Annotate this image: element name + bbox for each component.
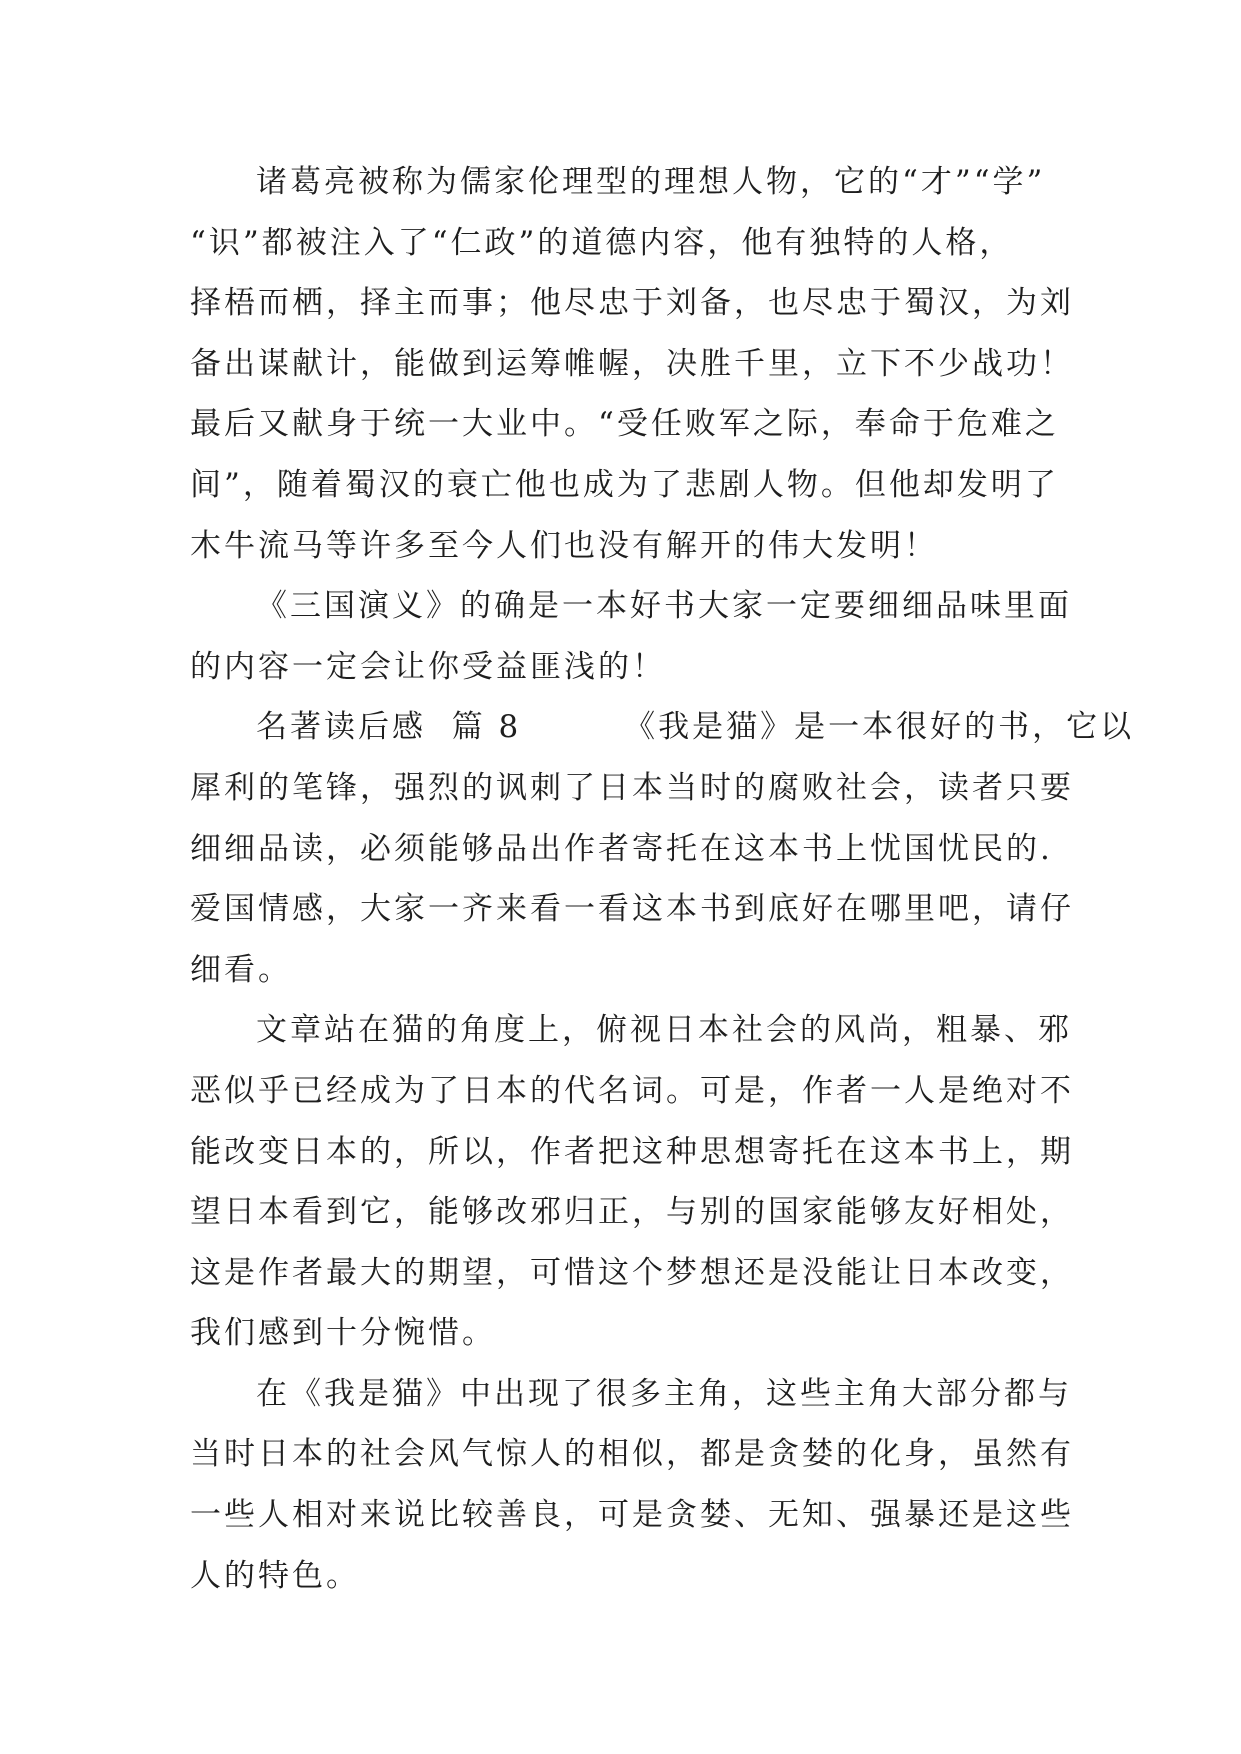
text-line: 文章站在猫的角度上，俯视日本社会的风尚，粗暴、邪 [256,1012,1072,1049]
text-line: 细看。 [190,951,292,988]
text-line: “识”都被注入了“仁政”的道德内容，他有独特的人格， [190,224,1014,261]
body-text [190,152,1135,1606]
text-line: 诸葛亮被称为儒家伦理型的理想人物，它的“才”“学” [256,164,1046,200]
text-line: 《三国演义》的确是一本好书大家一定要细细品味里面 [256,588,1072,625]
text-line: 细细品读，必须能够品出作者寄托在这本书上忧国忧民的. [190,830,1053,867]
text-line: 人的特色。 [190,1557,360,1594]
text-line: 间”，随着蜀汉的衰亡他也成为了悲剧人物。但他却发明了 [190,466,1059,503]
text-line: 这是作者最大的期望，可惜这个梦想还是没能让日本改变， [190,1254,1074,1291]
text-line: 爱国情感，大家一齐来看一看这本书到底好在哪里吧，请仔 [190,891,1074,928]
text-line: 望日本看到它，能够改邪归正，与别的国家能够友好相处， [190,1194,1074,1231]
text-line: 在《我是猫》中出现了很多主角，这些主角大部分都与 [256,1375,1072,1412]
text-line: 的内容一定会让你受益匪浅的！ [190,648,666,685]
text-line: 能改变日本的，所以，作者把这种思想寄托在这本书上，期 [190,1133,1074,1170]
text-line: 恶似乎已经成为了日本的代名词。可是，作者一人是绝对不 [190,1072,1074,1109]
text-line: 最后又献身于统一大业中。“受任败军之际，奉命于危难之 [190,406,1059,443]
text-line: 名著读后感 篇 8 《我是猫》是一本很好的书，它以 [256,709,1135,746]
text-line: 一些人相对来说比较善良，可是贪婪、无知、强暴还是这些 [190,1497,1074,1534]
text-line: 当时日本的社会风气惊人的相似，都是贪婪的化身，虽然有 [190,1436,1074,1473]
text-line: 我们感到十分惋惜。 [190,1315,496,1352]
text-line: 木牛流马等许多至今人们也没有解开的伟大发明！ [190,527,938,564]
text-line: 犀利的笔锋，强烈的讽刺了日本当时的腐败社会，读者只要 [190,769,1074,806]
text-line: 择梧而栖，择主而事；他尽忠于刘备，也尽忠于蜀汉，为刘 [190,285,1074,322]
text-line: 备出谋献计，能做到运筹帷幄，决胜千里，立下不少战功！ [190,345,1074,382]
